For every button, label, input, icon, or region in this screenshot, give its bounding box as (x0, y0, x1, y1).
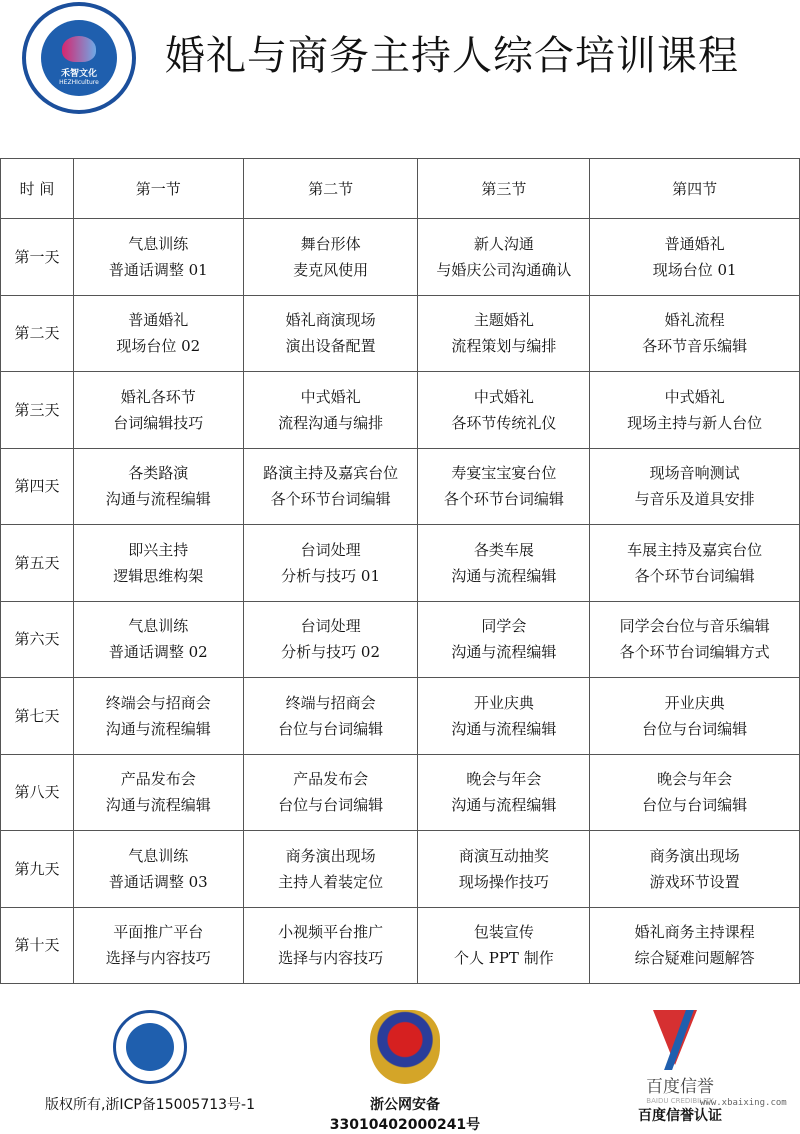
lesson-cell (243, 754, 418, 831)
lesson-line: 与婚庆公司沟通确认 (436, 260, 572, 279)
lesson-cell (590, 831, 800, 908)
table-row (1, 754, 800, 831)
lesson-cell (590, 525, 800, 602)
lesson-cell (418, 295, 590, 372)
lesson-line: 晚会与年会 (466, 770, 542, 789)
lesson-line: 与音乐及道具安排 (634, 490, 755, 509)
lesson-line: 演出设备配置 (285, 337, 376, 356)
lesson-line: 沟通与流程编辑 (451, 796, 557, 815)
police-record: 浙公网安备 33010402000241号 (329, 1097, 481, 1133)
watermark: www.xbaixing.com (700, 1098, 787, 1108)
lesson-line: 普通话调整 03 (108, 872, 208, 891)
lesson-line: 各类路演 (128, 464, 189, 483)
day-label: 第八天 (1, 754, 74, 831)
table-row (1, 525, 800, 602)
baidu-logo-text: 百度信誉 (646, 1077, 714, 1097)
logo-cn: 禾智文化 (60, 69, 97, 79)
lesson-line: 主题婚礼 (473, 311, 534, 330)
lesson-line: 各个环节台词编辑方式 (619, 643, 770, 662)
lesson-line: 商演互动抽奖 (458, 846, 549, 865)
lesson-cell (418, 831, 590, 908)
page-title: 婚礼与商务主持人综合培训课程 (165, 33, 739, 79)
logo-en: HEZHIculture (59, 79, 99, 86)
lesson-cell (418, 754, 590, 831)
lesson-cell (243, 907, 418, 984)
table-row (1, 601, 800, 678)
lesson-line: 开业庆典 (664, 693, 725, 712)
lesson-line: 个人 PPT 制作 (453, 949, 554, 968)
table-row (1, 295, 800, 372)
lesson-line: 选择与内容技巧 (278, 949, 384, 968)
lesson-line: 晚会与年会 (657, 770, 733, 789)
copyright-block (40, 1010, 260, 1114)
lesson-line: 现场台位 01 (652, 260, 737, 279)
lesson-line: 同学会 (481, 617, 527, 636)
lesson-cell (73, 601, 243, 678)
lesson-cell (590, 907, 800, 984)
lesson-line: 气息训练 (128, 617, 189, 636)
lesson-cell (590, 678, 800, 755)
lesson-line: 沟通与流程编辑 (451, 566, 557, 585)
lesson-line: 台词处理 (300, 540, 361, 559)
table-row (1, 448, 800, 525)
lesson-line: 中式婚礼 (664, 387, 725, 406)
lesson-line: 台词编辑技巧 (113, 413, 204, 432)
lesson-line: 平面推广平台 (113, 923, 204, 942)
lesson-line: 路演主持及嘉宾台位 (263, 464, 399, 483)
lesson-line: 游戏环节设置 (649, 872, 740, 891)
lesson-line: 各个环节台词编辑 (270, 490, 391, 509)
lesson-cell (590, 754, 800, 831)
table-row (1, 219, 800, 296)
lesson-line: 逻辑思维构架 (113, 566, 204, 585)
lesson-line: 车展主持及嘉宾台位 (627, 540, 763, 559)
lesson-line: 普通婚礼 (128, 311, 189, 330)
header-row (1, 159, 800, 219)
lesson-line: 现场操作技巧 (458, 872, 549, 891)
table-row (1, 372, 800, 449)
schedule-table (0, 158, 800, 984)
column-header: 第一节 (73, 159, 243, 219)
lesson-line: 分析与技巧 01 (281, 566, 380, 585)
lesson-cell (243, 448, 418, 525)
lesson-line: 舞台形体 (300, 234, 361, 253)
lesson-line: 产品发布会 (120, 770, 196, 789)
day-label: 第四天 (1, 448, 74, 525)
lesson-cell (73, 678, 243, 755)
company-logo (22, 2, 136, 114)
lesson-line: 普通婚礼 (664, 234, 725, 253)
police-block (300, 1010, 510, 1134)
lesson-cell (243, 372, 418, 449)
police-emblem-icon (370, 1010, 440, 1084)
lesson-cell (590, 295, 800, 372)
lesson-line: 中式婚礼 (473, 387, 534, 406)
lesson-cell (418, 907, 590, 984)
column-header: 时 间 (1, 159, 74, 219)
baidu-sub: BAIDU CREDIBILITY (646, 1097, 714, 1105)
lesson-cell (73, 448, 243, 525)
lesson-line: 选择与内容技巧 (105, 949, 211, 968)
lesson-cell (73, 525, 243, 602)
lesson-line: 流程沟通与编排 (278, 413, 384, 432)
lesson-line: 普通话调整 02 (108, 643, 208, 662)
lesson-line: 台位与台词编辑 (642, 796, 748, 815)
lesson-line: 开业庆典 (473, 693, 534, 712)
lesson-cell (418, 678, 590, 755)
lesson-line: 沟通与流程编辑 (105, 796, 211, 815)
day-label: 第七天 (1, 678, 74, 755)
lesson-cell (590, 601, 800, 678)
lesson-line: 各环节音乐编辑 (642, 337, 748, 356)
lesson-line: 终端与招商会 (285, 693, 376, 712)
lesson-line: 终端会与招商会 (105, 693, 211, 712)
lesson-line: 各个环节台词编辑 (443, 490, 564, 509)
lesson-cell (243, 831, 418, 908)
baidu-certification: 百度信誉认证 (638, 1108, 722, 1124)
lesson-line: 气息训练 (128, 234, 189, 253)
lesson-line: 台位与台词编辑 (278, 719, 384, 738)
column-header: 第三节 (418, 159, 590, 219)
lesson-line: 同学会台位与音乐编辑 (619, 617, 770, 636)
lesson-cell (243, 678, 418, 755)
lesson-cell (73, 219, 243, 296)
lesson-cell (418, 525, 590, 602)
day-label: 第三天 (1, 372, 74, 449)
lesson-line: 分析与技巧 02 (281, 643, 380, 662)
lesson-line: 台词处理 (300, 617, 361, 636)
table-row (1, 907, 800, 984)
lesson-cell (73, 831, 243, 908)
lesson-cell (73, 295, 243, 372)
lesson-line: 现场台位 02 (116, 337, 201, 356)
lesson-line: 婚礼商演现场 (285, 311, 376, 330)
lesson-cell (73, 754, 243, 831)
lesson-line: 婚礼各环节 (120, 387, 196, 406)
lesson-cell (243, 601, 418, 678)
day-label: 第二天 (1, 295, 74, 372)
lesson-line: 台位与台词编辑 (278, 796, 384, 815)
lesson-line: 沟通与流程编辑 (451, 719, 557, 738)
day-label: 第十天 (1, 907, 74, 984)
lesson-line: 麦克风使用 (293, 260, 369, 279)
lesson-line: 沟通与流程编辑 (105, 719, 211, 738)
lesson-cell (418, 448, 590, 525)
lesson-cell (243, 219, 418, 296)
company-logo-small (113, 1010, 187, 1084)
lesson-cell (73, 372, 243, 449)
lesson-cell (590, 448, 800, 525)
lesson-cell (243, 525, 418, 602)
lesson-line: 沟通与流程编辑 (451, 643, 557, 662)
lesson-line: 中式婚礼 (300, 387, 361, 406)
day-label: 第九天 (1, 831, 74, 908)
lesson-line: 综合疑难问题解答 (634, 949, 755, 968)
day-label: 第五天 (1, 525, 74, 602)
lesson-line: 主持人着装定位 (278, 872, 384, 891)
copyright-text: 版权所有,浙ICP备15005713号-1 (44, 1097, 255, 1113)
lesson-line: 台位与台词编辑 (642, 719, 748, 738)
lesson-line: 各个环节台词编辑 (634, 566, 755, 585)
lesson-line: 各类车展 (473, 540, 534, 559)
lesson-line: 婚礼商务主持课程 (634, 923, 755, 942)
lesson-cell (590, 372, 800, 449)
lesson-cell (418, 219, 590, 296)
day-label: 第六天 (1, 601, 74, 678)
day-label: 第一天 (1, 219, 74, 296)
lesson-line: 各环节传统礼仪 (451, 413, 557, 432)
lesson-cell (418, 601, 590, 678)
lesson-line: 即兴主持 (128, 540, 189, 559)
lesson-line: 新人沟通 (473, 234, 534, 253)
lesson-line: 商务演出现场 (649, 846, 740, 865)
lesson-line: 普通话调整 01 (108, 260, 208, 279)
lesson-line: 气息训练 (128, 846, 189, 865)
lesson-cell (73, 907, 243, 984)
lesson-line: 寿宴宝宝宴台位 (451, 464, 557, 483)
lesson-line: 现场主持与新人台位 (627, 413, 763, 432)
lesson-cell (590, 219, 800, 296)
baidu-credibility-logo (645, 1010, 715, 1070)
lesson-line: 商务演出现场 (285, 846, 376, 865)
lesson-line: 流程策划与编排 (451, 337, 557, 356)
lesson-cell (418, 372, 590, 449)
lesson-line: 婚礼流程 (664, 311, 725, 330)
lesson-line: 产品发布会 (293, 770, 369, 789)
table-row (1, 831, 800, 908)
lesson-line: 现场音响测试 (649, 464, 740, 483)
lesson-line: 包装宣传 (473, 923, 534, 942)
table-row (1, 678, 800, 755)
column-header: 第四节 (590, 159, 800, 219)
lesson-line: 沟通与流程编辑 (105, 490, 211, 509)
column-header: 第二节 (243, 159, 418, 219)
lesson-cell (243, 295, 418, 372)
lesson-line: 小视频平台推广 (278, 923, 384, 942)
